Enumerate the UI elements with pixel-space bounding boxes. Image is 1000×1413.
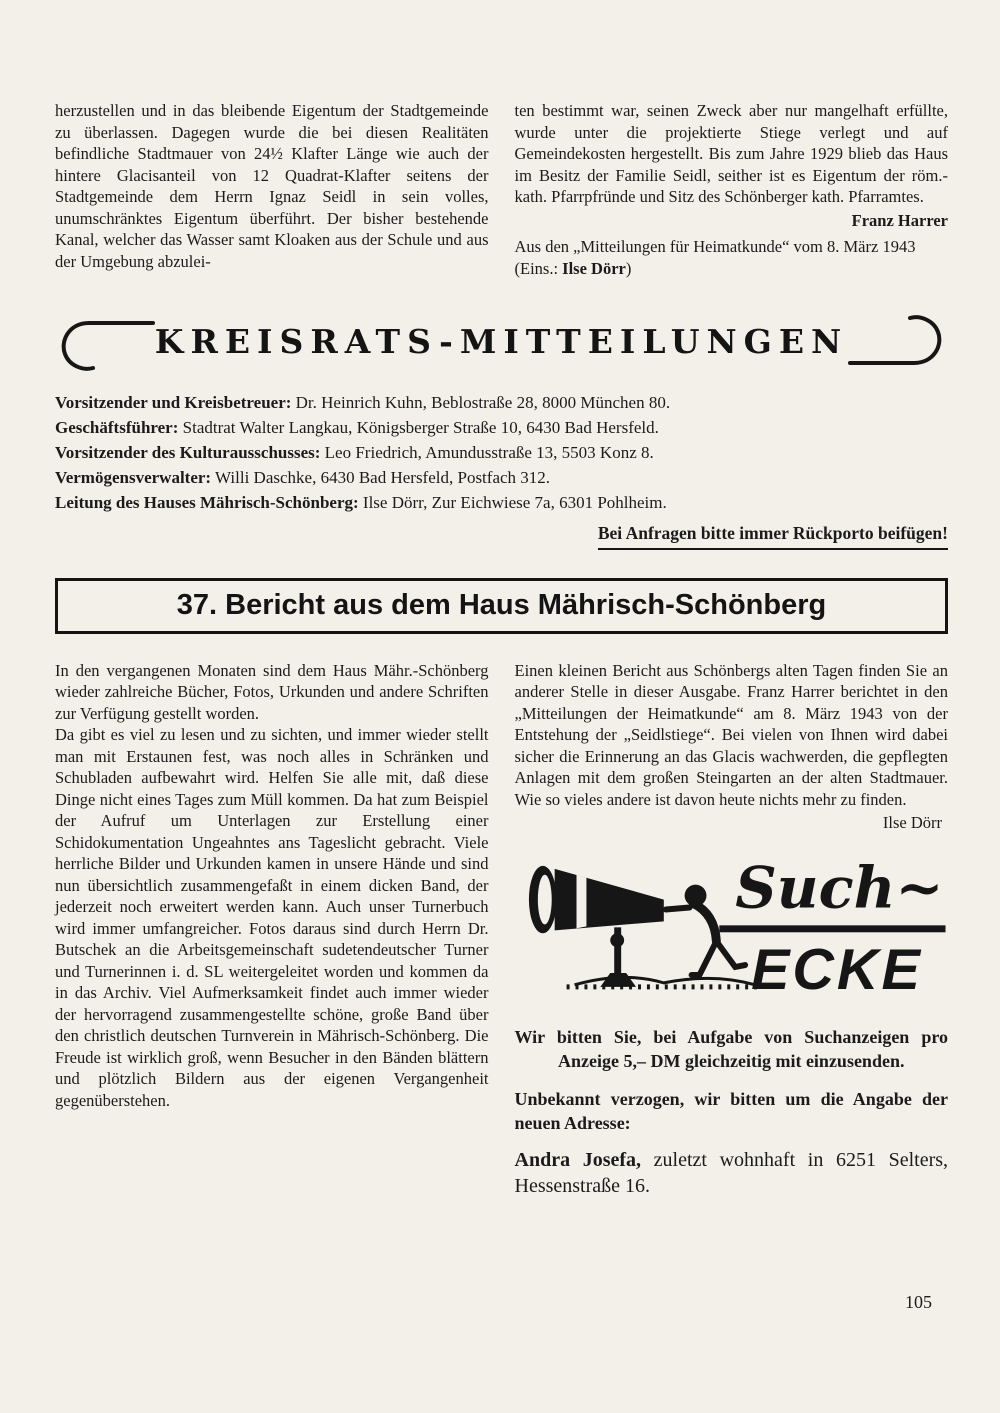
- person-name: Andra Josefa,: [514, 1148, 642, 1171]
- source-einsender-name: Ilse Dörr: [562, 258, 626, 278]
- report-title: 37. Bericht aus dem Haus Mährisch-Schönberg: [176, 588, 827, 621]
- such-ecke-illustration: [515, 846, 949, 1017]
- officers-list: [55, 390, 948, 550]
- page-number: 105: [905, 1292, 932, 1312]
- source-suffix: ): [625, 258, 632, 278]
- officer-detail: Willi Daschke, 6430 Bad Hersfeld, Postfach 312.: [211, 467, 551, 487]
- figure-body: [693, 904, 716, 942]
- intro-section: [55, 100, 948, 280]
- officer-detail: Leo Friedrich, Amundusstraße 13, 5503 Konz 8.: [320, 442, 654, 462]
- ground-line: [574, 977, 755, 984]
- report-paragraph: Da gibt es viel zu lesen und zu sichten, und immer wieder stellt man mit Erstaunen fest, was noch alles in Schränken und Schubladen aufbewahrt wird. Helfen Sie alle mit, daß diese Dinge nicht eines Tages zum Müll kommen. Da hat zum Beispiel der Aufruf um Unterlagen zur Erstellung einer Schidokumentation Ungeahntes ans Tageslicht gebracht. Viele herrliche Bilder und Urkunden kamen in unsere Hände und sind nun übersichtlich zusammengefaßt in einem dicken Band, der jederzeit noch erweitert werden kann. Auch unser Turnerbuch wird immer umfangreicher. Fotos daraus sind durch Herrn Dr. Butschek an die Arbeitsgemeinschaft sudetendeutscher Turner und Turnerinnen i. d. SL weitergeleitet worden und kommen da in das Archiv. Viel Aufmerksamkeit findet auch immer wieder der hervorragend zusammengestellte schöne, große Band über den christlich deutschen Turnverein in Mährisch-Schönberg. Die Freude ist wirklich groß, wenn Besucher in den Bänden blättern und plötzlich Bildern aus der eigenen Vergangenheit gegenüberstehen.: [55, 725, 489, 1110]
- officer-role-label: Vorsitzender des Kulturausschusses:: [55, 442, 321, 462]
- officer-line: [55, 415, 948, 440]
- officer-role-label: Geschäftsführer:: [55, 417, 179, 437]
- officer-role-label: Vorsitzender und Kreisbetreuer:: [55, 392, 292, 412]
- telescope-body: [554, 869, 663, 930]
- report-section: [55, 660, 948, 1199]
- ecke-block-text: ECKE: [750, 937, 923, 1002]
- payment-notice: Wir bitten Sie, bei Aufgabe von Suchanzeigen pro Anzeige 5,– DM gleichzeitig mit einzusenden.: [514, 1026, 948, 1071]
- figure-arm: [665, 907, 689, 909]
- report-left-column: [55, 660, 489, 1199]
- intro-right-text: ten bestimmt war, seinen Zweck aber nur mangelhaft erfüllte, wurde unter die projektierte Stiege verlegt und auf Gemeindekosten hergestellt. Bis zum Jahre 1929 blieb das Haus im Besitz der Familie Seidl, seither ist es Eigentum der röm.-kath. Pfarrpfründe und Sitz des Schönberger kath. Pfarramtes.: [514, 101, 948, 206]
- intro-source-line: [515, 236, 949, 280]
- officer-line: [55, 390, 948, 415]
- officer-detail: Ilse Dörr, Zur Eichwiese 7a, 6301 Pohlheim.: [358, 492, 667, 512]
- officer-role-label: Vermögensverwalter:: [55, 467, 212, 487]
- intro-left-text: herzustellen und in das bleibende Eigentum der Stadtgemeinde zu überlassen. Dagegen wurde die bei diesen Realitäten befindliche Stadtmauer von 24½ Klafter Länge wie auch der hintere Glacisanteil von 12 Quadrat-Klafter seitens der Stadtgemeinde dem Herrn Ignaz Seidl in sein volles, unumschränktes Eigentum überführt. Der bisher bestehende Kanal, welcher das Wasser samt Kloaken aus der Schule und aus der Umgebung abzulei-: [55, 101, 489, 271]
- figure-leg-right: [716, 941, 745, 967]
- person-entry: [515, 1147, 949, 1199]
- telescope-illustration: [515, 846, 949, 1017]
- rueckporto-note: Bei Anfragen bitte immer Rückporto beifügen!: [598, 521, 948, 550]
- officer-line: [55, 465, 948, 490]
- officer-detail: Stadtrat Walter Langkau, Königsberger Straße 10, 6430 Bad Hersfeld.: [178, 417, 659, 437]
- such-script-text: Such~: [734, 853, 944, 922]
- intro-author-signature: Franz Harrer: [851, 210, 948, 230]
- telescope-band: [576, 875, 586, 929]
- address-change-notice: Unbekannt verzogen, wir bitten um die Angabe der neuen Adresse:: [514, 1088, 948, 1133]
- stand-knob: [610, 933, 624, 947]
- telescope-opening: [537, 875, 551, 925]
- report-author-signature: Ilse Dörr: [882, 813, 942, 832]
- kreisrats-title: KREISRATS-MITTEILUNGEN: [154, 321, 849, 361]
- officer-line: [55, 440, 948, 465]
- person-detail: zuletzt wohnhaft in 6251 Selters, Hessenstraße 16.: [514, 1148, 949, 1197]
- report-right-text: Einen kleinen Bericht aus Schönbergs alten Tagen finden Sie an anderer Stelle in dieser Ausgabe. Franz Harrer berichtet in den „Mitteilungen der Heimatkunde“ am 8. März 1943 von der Entstehung der „Seidlstiege“. Bei vielen von Ihnen wird dabei sicher die Erinnerung an das Glacis wachwerden, die gepflegten Anlagen mit dem großen Steingarten an der alten Stadtmauer. Wie so vieles andere ist davon heute nichts mehr zu finden.: [514, 660, 948, 809]
- intro-right-column: [515, 100, 949, 280]
- officer-detail: Dr. Heinrich Kuhn, Beblostraße 28, 8000 München 80.: [291, 392, 671, 412]
- officer-line: [55, 490, 948, 515]
- source-prefix: Aus den „Mitteilungen für Heimatkunde“ vom 8. März 1943 (Eins.:: [514, 236, 916, 278]
- figure-leg-left: [691, 941, 716, 975]
- kreisrats-banner: [55, 310, 948, 376]
- report-right-column: [515, 660, 949, 1199]
- rueckporto-note-row: [55, 521, 948, 550]
- report-title-box: [55, 578, 948, 634]
- officer-role-label: Leitung des Hauses Mährisch-Schönberg:: [55, 492, 359, 512]
- intro-left-column: [55, 100, 489, 280]
- ecke-overline: [719, 925, 945, 932]
- report-paragraph: In den vergangenen Monaten sind dem Haus Mähr.-Schönberg wieder zahlreiche Bücher, Fotos, Urkunden und andere Schriften zur Verfügung gestellt worden.: [55, 660, 489, 723]
